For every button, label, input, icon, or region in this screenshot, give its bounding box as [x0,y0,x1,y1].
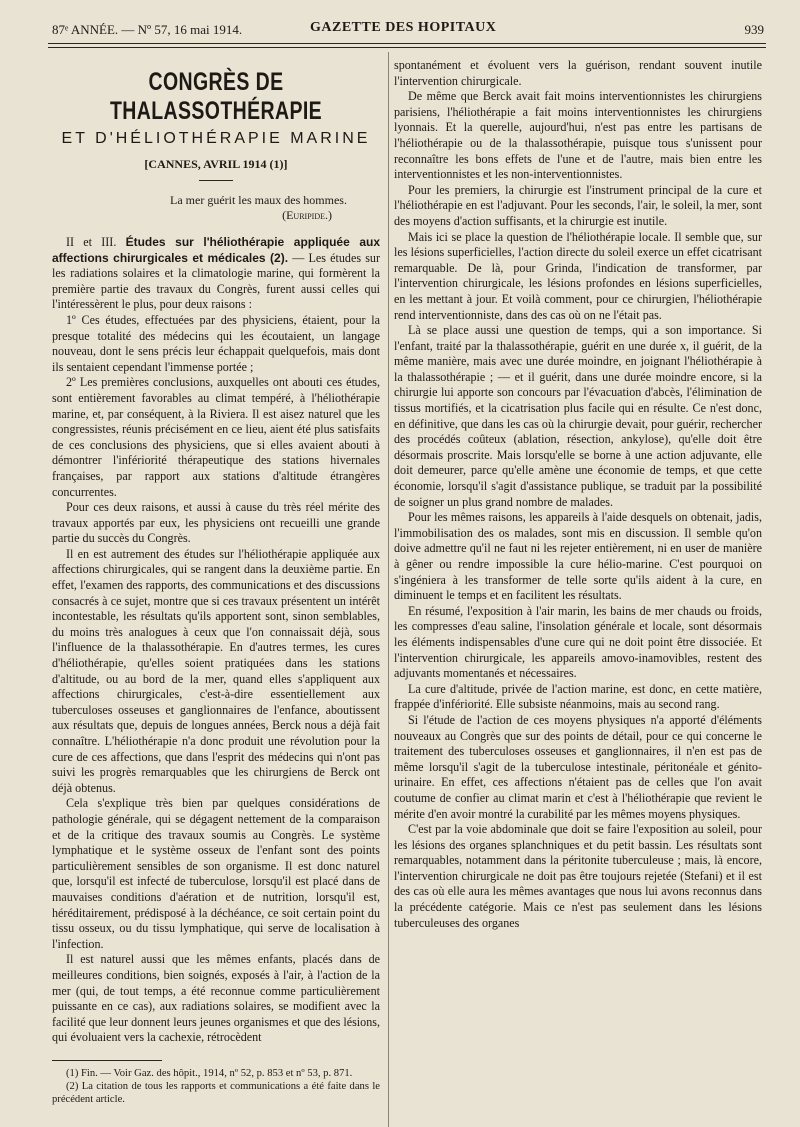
left-column [52,60,380,1106]
paragraph: C'est par la voie abdominale que doit se faire l'exposition au soleil, pour les lésions des organes splanchniques et du petit bassin. Les résultats sont remarquables, notamment dans la péritonite tuberculeuse ; mais, là encore, l'intervention chirurgicale ne doit pas être toujours rejetée (Stefani) et il est des cas où elle aura les mêmes avantages que nous lui avons reconnus dans la précédente catégorie. Mais ce n'est pas seulement dans les lésions tuberculeuses des organes [394,822,762,930]
paragraph: Il est naturel aussi que les mêmes enfants, placés dans de meilleures conditions, bien soignés, exposés à l'air, à l'action de la mer (qui, de tout temps, a été reconnue comme particulièrement puissante en ce cas), aux radiations solaires, se modifient avec la facilité que leur donnent leurs jeunes organismes et que des lésions, qui évoluaient vers la cachexie, rétrocèdent [52,952,380,1045]
article-subtitle: ET D'HÉLIOTHÉRAPIE MARINE [61,130,371,147]
article-title: CONGRÈS DE THALASSOTHÉRAPIE [109,68,323,125]
journal-title: GAZETTE DES HOPITAUX [310,20,497,35]
right-column [394,58,762,931]
paragraph: Mais ici se place la question de l'héliothérapie locale. Il semble que, sur les lésions superficielles, l'action directe du soleil exerce un effet cicatrisant remarquable. De là, pour Grinda, l'indication de transformer, par l'intervention chirurgicale, les lésions profondes en lésions superficielles, en les mettant à jour. Et voilà comment, pour ce chirurgien, l'héliothérapie rend interventionniste, dans des cas où on ne l'était pas. [394,229,762,322]
paragraph: Si l'étude de l'action de ces moyens physiques n'a apporté d'éléments nouveaux au Congrès que sur des points de détail, pour ce qui concerne le traitement des tuberculoses osseuses et ganglionnaires, il n'en est pas de même lorsqu'il s'agit de la tuberculose intestinale, péritonéale et génito-urinaire. En effet, ces affections n'étaient pas de celles que l'on avait coutume de confier au climat marin et c'est à l'héliothérapie que revient le mérite d'en avoir montré la curabilité par les mêmes moyens physiques. [394,712,762,821]
paragraph: spontanément et évoluent vers la guérison, rendant souvent inutile l'intervention chirurgicale. [394,58,762,88]
paragraph: La cure d'altitude, privée de l'action marine, est donc, en cette matière, frappée d'infériorité. Elle subsiste néanmoins, mais au second rang. [394,681,762,712]
paragraph: Pour les mêmes raisons, les appareils à l'aide desquels on obtenait, jadis, l'immobilisation des os malades, sont mis en discussion. Il semble qu'on doive admettre qu'il ne faut ni les rejeter entièrement, ni en user de manière à gêner ou rendre impossible la cure hélio-marine. C'est pourquoi on s'ingéniera à les transformer de telle sorte qu'ils aident à la cure, en diminuent le temps et en facilitent les résultats. [394,510,762,603]
paragraph: En résumé, l'exposition à l'air marin, les bains de mer chauds ou froids, les compresses d'eau saline, l'insolation générale et locale, sont désormais les éléments indispensables d'une cure qui ne doit point être dissociée. Et l'intervention chirurgicale, les appareils amovo-inamovibles, restent des adjuvants momentanés et nécessaires. [394,603,762,681]
footnote: (1) Fin. — Voir Gaz. des hôpit., 1914, nº 52, p. 853 et nº 53, p. 871. [66,1067,353,1079]
footnotes [52,1067,380,1106]
epigraph-source: (Euripide.) [282,208,332,222]
column-divider [388,52,389,1127]
section-lead-paragraph [52,235,380,313]
epigraph [170,193,380,223]
footnote: (2) La citation de tous les rapports et communications a été faite dans le précédent article. [52,1080,380,1105]
paragraph: De même que Berck avait fait moins interventionnistes les chirurgiens parisiens, l'héliothérapie a fait moins interventionnistes les chirurgiens lyonnais. Et la querelle, aujourd'hui, n'est pas entre les partisans de l'héliothérapie ou de la thalassothérapie, puisque tous s'unissent pour reconnaître les bons effets de l'une et de l'autre, mais bien entre les interventionnistes et les non-interventionnistes. [394,89,762,182]
paragraph: Là se place aussi une question de temps, qui a son importance. Si l'enfant, traité par la thalassothérapie, guérit en une durée x, il guérit, de la même manière, mais avec une durée moindre, en joignant l'héliothérapie à la thalassothérapie ; — et il guérit, dans une durée moindre encore, si la chirurgie lui apporte son concours par l'évacuation d'abcès, l'élimination de tissus mortifiés, et la cicatrisation plus facile qui en résulte. Ce n'est donc, en définitive, que dans les cas où la chirurgie devait, pour guérir, rechercher des procédés coûteux (ablation, résection, ankylose), qu'elle doit être désormais proscrite. Mais lorsqu'elle se borne à une action adjuvante, elle doit demeurer, parce qu'elle amène une économie de temps, et que cette économie, lorsqu'il s'agit d'assistance publique, se traduit par la possibilité de soigner un plus grand nombre de malades. [394,323,762,509]
paragraph: 2º Les premières conclusions, auxquelles ont abouti ces études, sont entièrement favorables au climat tempéré, à l'héliothérapie marine, et, par conséquent, à la Riviera. Il est aisez naturel que les congressistes, réunis précisément en ce lieu, aient été plus satisfaits de ces conclusions des physiciens, que si elles avaient abouti à démontrer l'infériorité thérapeutique des stations hivernales françaises, par rapport aux stations d'altitude étrangères concurrentes. [52,375,380,499]
issue-line: 87ᵉ ANNÉE. — Nº 57, 16 mai 1914. [52,22,243,37]
paragraph: 1º Ces études, effectuées par des physiciens, étaient, pour la presque totalité des médecins qui les écoutaient, un langage nouveau, dont le sens précis leur échappait quelquefois, mais dont ils sentaient cependant l'immense portée ; [52,312,380,374]
title-rule [199,180,233,181]
paragraph: — Les études sur les radiations solaires et la climatologie marine, qui formèrent la première partie des travaux du Congrès, furent aussi celles qui l'intéressèrent le plus, pour deux raisons : [52,250,380,312]
paragraph: Pour les premiers, la chirurgie est l'instrument principal de la cure et l'héliothérapie en est l'adjuvant. Pour les seconds, l'air, le soleil, la mer, sont des moyens d'action suffisants, et la chirurgie est inutile. [394,182,762,228]
paragraph: Il en est autrement des études sur l'héliothérapie appliquée aux affections chirurgicales, qui se rangent dans la deuxième partie. En effet, l'examen des rapports, des communications et des discussions consacrés à ce sujet, montre que si ces travaux présentent un intérêt incontestable, les résultats qu'ils apportent sont, sinon semblables, du moins très analogues à ceux que l'on connaissait déjà, sous l'influence de la thalassothérapie. En d'autres termes, les cures d'héliothérapie, qu'elles soient pratiquées dans les stations d'altitude, ou au bord de la mer, quand elles s'appliquent aux affections chirurgicales, c'est-à-dire essentiellement aux tuberculoses osseuses et ganglionnaires de l'enfance, aboutissent aux résultats que, depuis de longues années, Berck nous a déjà fait connaître. L'héliothérapie n'a donc produit une révolution pour la cure de ces affections, que dans l'esprit des médecins qui n'ont pas suivi les progrès remarquables que les chirurgiens de Berck ont déjà obtenus. [52,546,380,795]
epigraph-text: La mer guérit les maux des hommes. [170,193,347,207]
footnote-rule [52,1060,162,1061]
section-number: II et III. [66,235,117,249]
section-heading: Études sur l'héliothérapie appliquée aux affections chirurgicales et médicales (2). [52,235,381,265]
page-number: 939 [744,22,764,37]
paragraph: Pour ces deux raisons, et aussi à cause du très réel mérite des travaux apportés par eux, les physiciens ont recueilli une grande partie du succès du Congrès. [52,500,380,546]
article-dateline: [CANNES, AVRIL 1914 (1)] [144,157,288,171]
page-header [52,20,764,40]
header-rule-double [48,47,766,48]
paragraph: Cela s'explique très bien par quelques considérations de pathologie générale, qui se dégagent nettement de la comparaison et de la critique des travaux soumis au Congrès. Le système lymphatique et le système osseux de l'enfant sont des points particulièrement sensibles de son organisme. Il est donc naturel que, lorsqu'il est infecté de tuberculose, lorsqu'il est placé dans de mauvaises conditions d'aération et de nutrition, lorsqu'il est, héréditairement, prédisposé à la déchéance, ce soit certain point du tissu osseux, ou du tissu lymphatique, qui serve de localisation à l'infection. [52,796,380,951]
header-rule [48,43,766,44]
